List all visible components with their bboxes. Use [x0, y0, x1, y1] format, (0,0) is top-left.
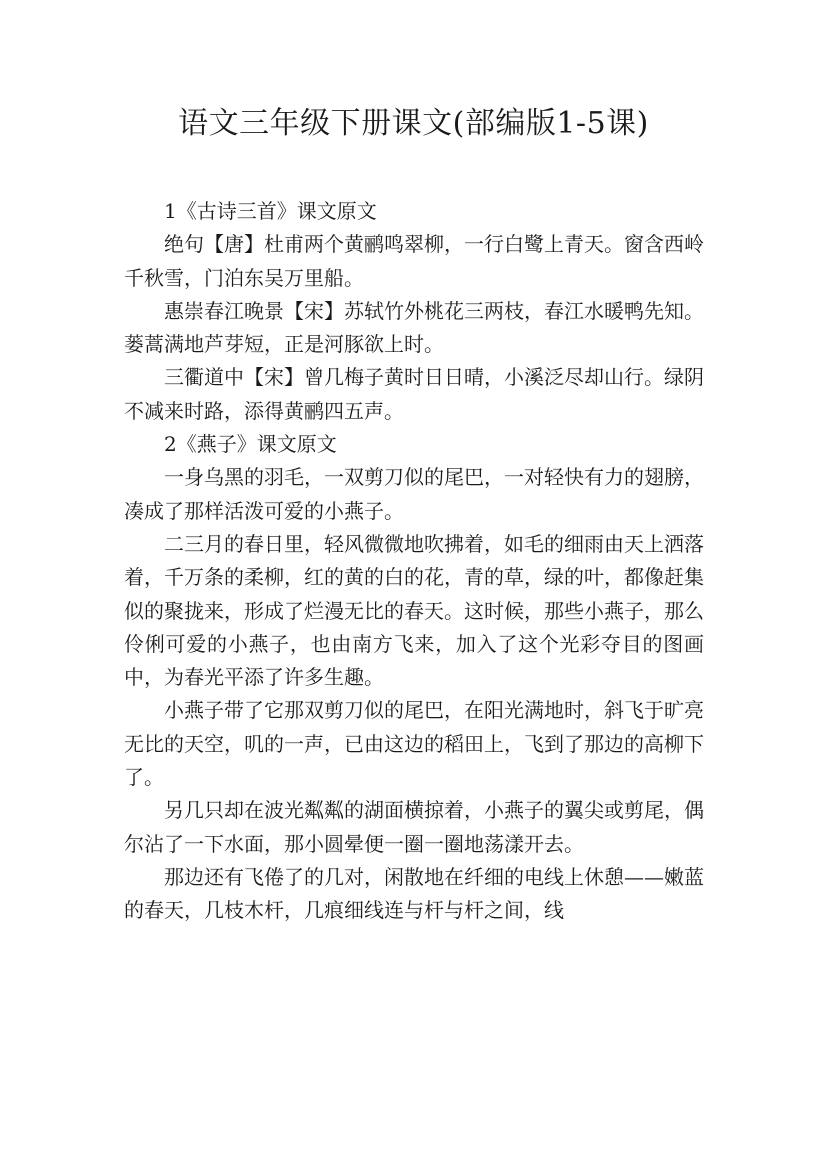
poem-jueju: 绝句【唐】杜甫两个黄鹂鸣翠柳，一行白鹭上青天。窗含西岭千秋雪，门泊东吴万里船。: [124, 232, 704, 290]
page-title: 语文三年级下册课文(部编版1-5课): [178, 106, 649, 141]
poem-sanqu: 三衢道中【宋】曾几梅子黄时日日晴，小溪泛尽却山行。绿阴不减来时路，添得黄鹂四五声。: [124, 365, 704, 423]
document-body: [124, 195, 704, 928]
paragraph: 二三月的春日里，轻风微微地吹拂着，如毛的细雨由天上洒落着，千万条的柔柳，红的黄的白的花，青的草，绿的叶，都像赶集似的聚拢来，形成了烂漫无比的春天。这时候，那些小燕子，那么伶俐可爱的小燕子，也由南方飞来，加入了这个光彩夺目的图画中，为春光平添了许多生趣。: [124, 531, 704, 690]
paragraph: 一身乌黑的羽毛，一双剪刀似的尾巴，一对轻快有力的翅膀，凑成了那样活泼可爱的小燕子。: [124, 465, 704, 523]
paragraph: 小燕子带了它那双剪刀似的尾巴，在阳光满地时，斜飞于旷亮无比的天空，叽的一声，已由这边的稻田上，飞到了那边的高柳下了。: [124, 698, 704, 790]
paragraph: 另几只却在波光粼粼的湖面横掠着，小燕子的翼尖或剪尾，偶尔沾了一下水面，那小圆晕便一圈一圈地荡漾开去。: [124, 798, 704, 856]
section-heading-lesson-2: 2《燕子》课文原文: [164, 432, 337, 457]
paragraph: 那边还有飞倦了的几对，闲散地在纤细的电线上休憩——嫩蓝的春天，几枝木杆，几痕细线连与杆与杆之间，线: [124, 864, 704, 923]
poem-huichong: 惠崇春江晚景【宋】苏轼竹外桃花三两枝，春江水暖鸭先知。蒌蒿满地芦芽短，正是河豚欲上时。: [124, 298, 704, 357]
section-heading-lesson-1: 1《古诗三首》课文原文: [164, 199, 377, 223]
